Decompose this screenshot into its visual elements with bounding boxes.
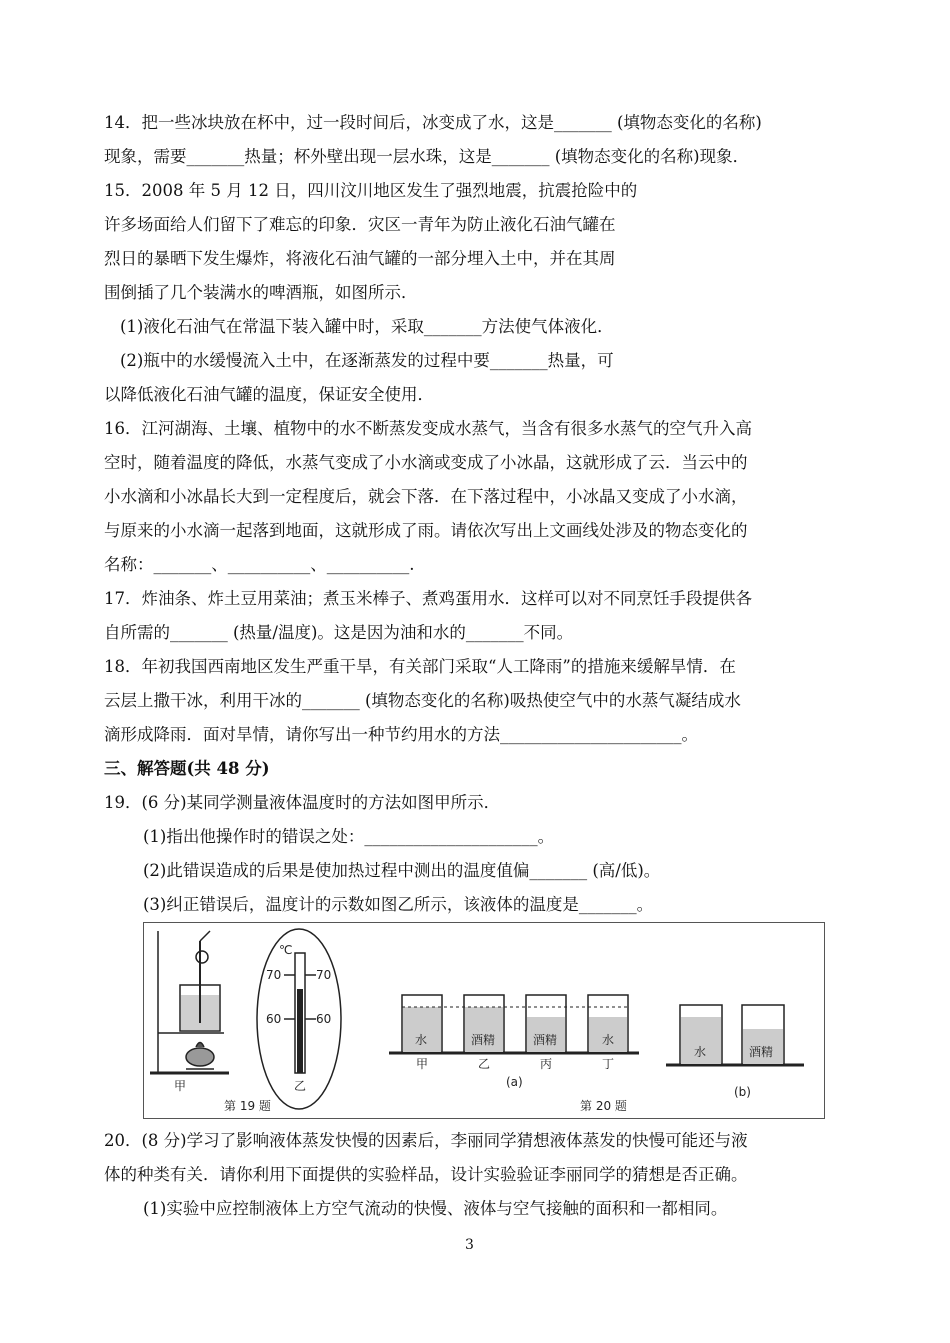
beaker-label-water-a4: 水 xyxy=(602,1033,615,1047)
line-q16e: 名称：_______、__________、__________. xyxy=(104,555,415,574)
line-q14b: 现象，需要_______热量；杯外壁出现一层水珠，这是_______ (填物态变化的名称)现象． xyxy=(104,147,750,166)
section-heading: 三、解答题(共 48 分) xyxy=(104,759,270,778)
tick-70-left: 70 xyxy=(266,968,282,982)
caption-q19: 第 19 题 xyxy=(224,1099,271,1113)
experiment-figure xyxy=(143,922,825,1119)
line-q15-1: (1)液化石油气在常温下装入罐中时，采取_______方法使气体液化． xyxy=(120,317,614,336)
line-q16a: 16．江河湖海、土壤、植物中的水不断蒸发变成水蒸气，当含有很多水蒸气的空气升入高 xyxy=(104,419,752,438)
line-q18a: 18．年初我国西南地区发生严重干旱，有关部门采取“人工降雨”的措施来缓解旱情．在 xyxy=(104,657,736,676)
beaker-label-alcohol-a2: 酒精 xyxy=(471,1033,496,1047)
line-q17b: 自所需的_______ (热量/温度)。这是因为油和水的_______不同。 xyxy=(104,623,574,642)
line-q15a: 15．2008 年 5 月 12 日，四川汶川地区发生了强烈地震，抗震抢险中的 xyxy=(104,181,638,200)
label-yi: 乙 xyxy=(294,1079,307,1093)
line-q15-2b: 以降低液化石油气罐的温度，保证安全使用． xyxy=(104,385,434,404)
label-a-yi: 乙 xyxy=(478,1057,491,1071)
tick-60-right: 60 xyxy=(316,1012,332,1026)
line-q15c: 烈日的暴晒下发生爆炸，将液化石油气罐的一部分埋入土中，并在其周 xyxy=(104,249,616,268)
label-jia: 甲 xyxy=(174,1079,187,1093)
beaker-label-alcohol-a3: 酒精 xyxy=(533,1033,558,1047)
tick-70-right: 70 xyxy=(316,968,332,982)
label-a-bing: 丙 xyxy=(540,1057,553,1071)
label-a-ding: 丁 xyxy=(602,1057,615,1071)
line-q19-3: (3)纠正错误后，温度计的示数如图乙所示，该液体的温度是_______。 xyxy=(143,895,654,914)
line-q16d: 与原来的小水滴一起落到地面，这就形成了雨。请依次写出上文画线处涉及的物态变化的 xyxy=(104,521,748,540)
line-q20-1: (1)实验中应控制液体上方空气流动的快慢、液体与空气接触的面积和一都相同。 xyxy=(143,1199,728,1218)
label-a-jia: 甲 xyxy=(416,1057,429,1071)
line-q19-1: (1)指出他操作时的错误之处：_____________________。 xyxy=(143,827,555,846)
caption-q20: 第 20 题 xyxy=(580,1099,627,1113)
beaker-label-water-a1: 水 xyxy=(415,1033,428,1047)
label-part-a: (a) xyxy=(506,1075,523,1089)
tick-60-left: 60 xyxy=(266,1012,282,1026)
thermometer-unit: ℃ xyxy=(279,943,293,957)
line-q15-2: (2)瓶中的水缓慢流入土中，在逐渐蒸发的过程中要_______热量，可 xyxy=(120,351,614,370)
line-q14a: 14．把一些冰块放在杯中，过一段时间后，冰变成了水，这是_______ (填物态变化的名称) xyxy=(104,113,762,132)
line-q16b: 空时，随着温度的降低，水蒸气变成了小水滴或变成了小冰晶，这就形成了云．当云中的 xyxy=(104,453,748,472)
beaker-label-alcohol-b2: 酒精 xyxy=(749,1045,774,1059)
line-q18c: 滴形成降雨．面对旱情，请你写出一种节约用水的方法______________________。 xyxy=(104,725,698,744)
figure-drawing xyxy=(144,923,824,1118)
line-q19: 19．(6 分)某同学测量液体温度时的方法如图甲所示． xyxy=(104,793,501,812)
page-number: 3 xyxy=(465,1237,474,1253)
line-q20b: 体的种类有关．请你利用下面提供的实验样品，设计实验验证李丽同学的猜想是否正确。 xyxy=(104,1165,748,1184)
line-q17a: 17．炸油条、炸土豆用菜油；煮玉米棒子、煮鸡蛋用水．这样可以对不同烹饪手段提供各 xyxy=(104,589,752,608)
line-q15d: 围倒插了几个装满水的啤酒瓶，如图所示． xyxy=(104,283,418,302)
beaker-label-water-b1: 水 xyxy=(694,1045,707,1059)
line-q18b: 云层上撒干冰，利用干冰的_______ (填物态变化的名称)吸热使空气中的水蒸气凝结成水 xyxy=(104,691,741,710)
line-q16c: 小水滴和小冰晶长大到一定程度后，就会下落．在下落过程中，小冰晶又变成了小水滴， xyxy=(104,487,748,506)
label-part-b: (b) xyxy=(734,1085,751,1099)
line-q19-2: (2)此错误造成的后果是使加热过程中测出的温度值偏_______ (高/低)。 xyxy=(143,861,661,880)
line-q15b: 许多场面给人们留下了难忘的印象．灾区一青年为防止液化石油气罐在 xyxy=(104,215,616,234)
line-q20a: 20．(8 分)学习了影响液体蒸发快慢的因素后，李丽同学猜想液体蒸发的快慢可能还与液 xyxy=(104,1131,748,1150)
